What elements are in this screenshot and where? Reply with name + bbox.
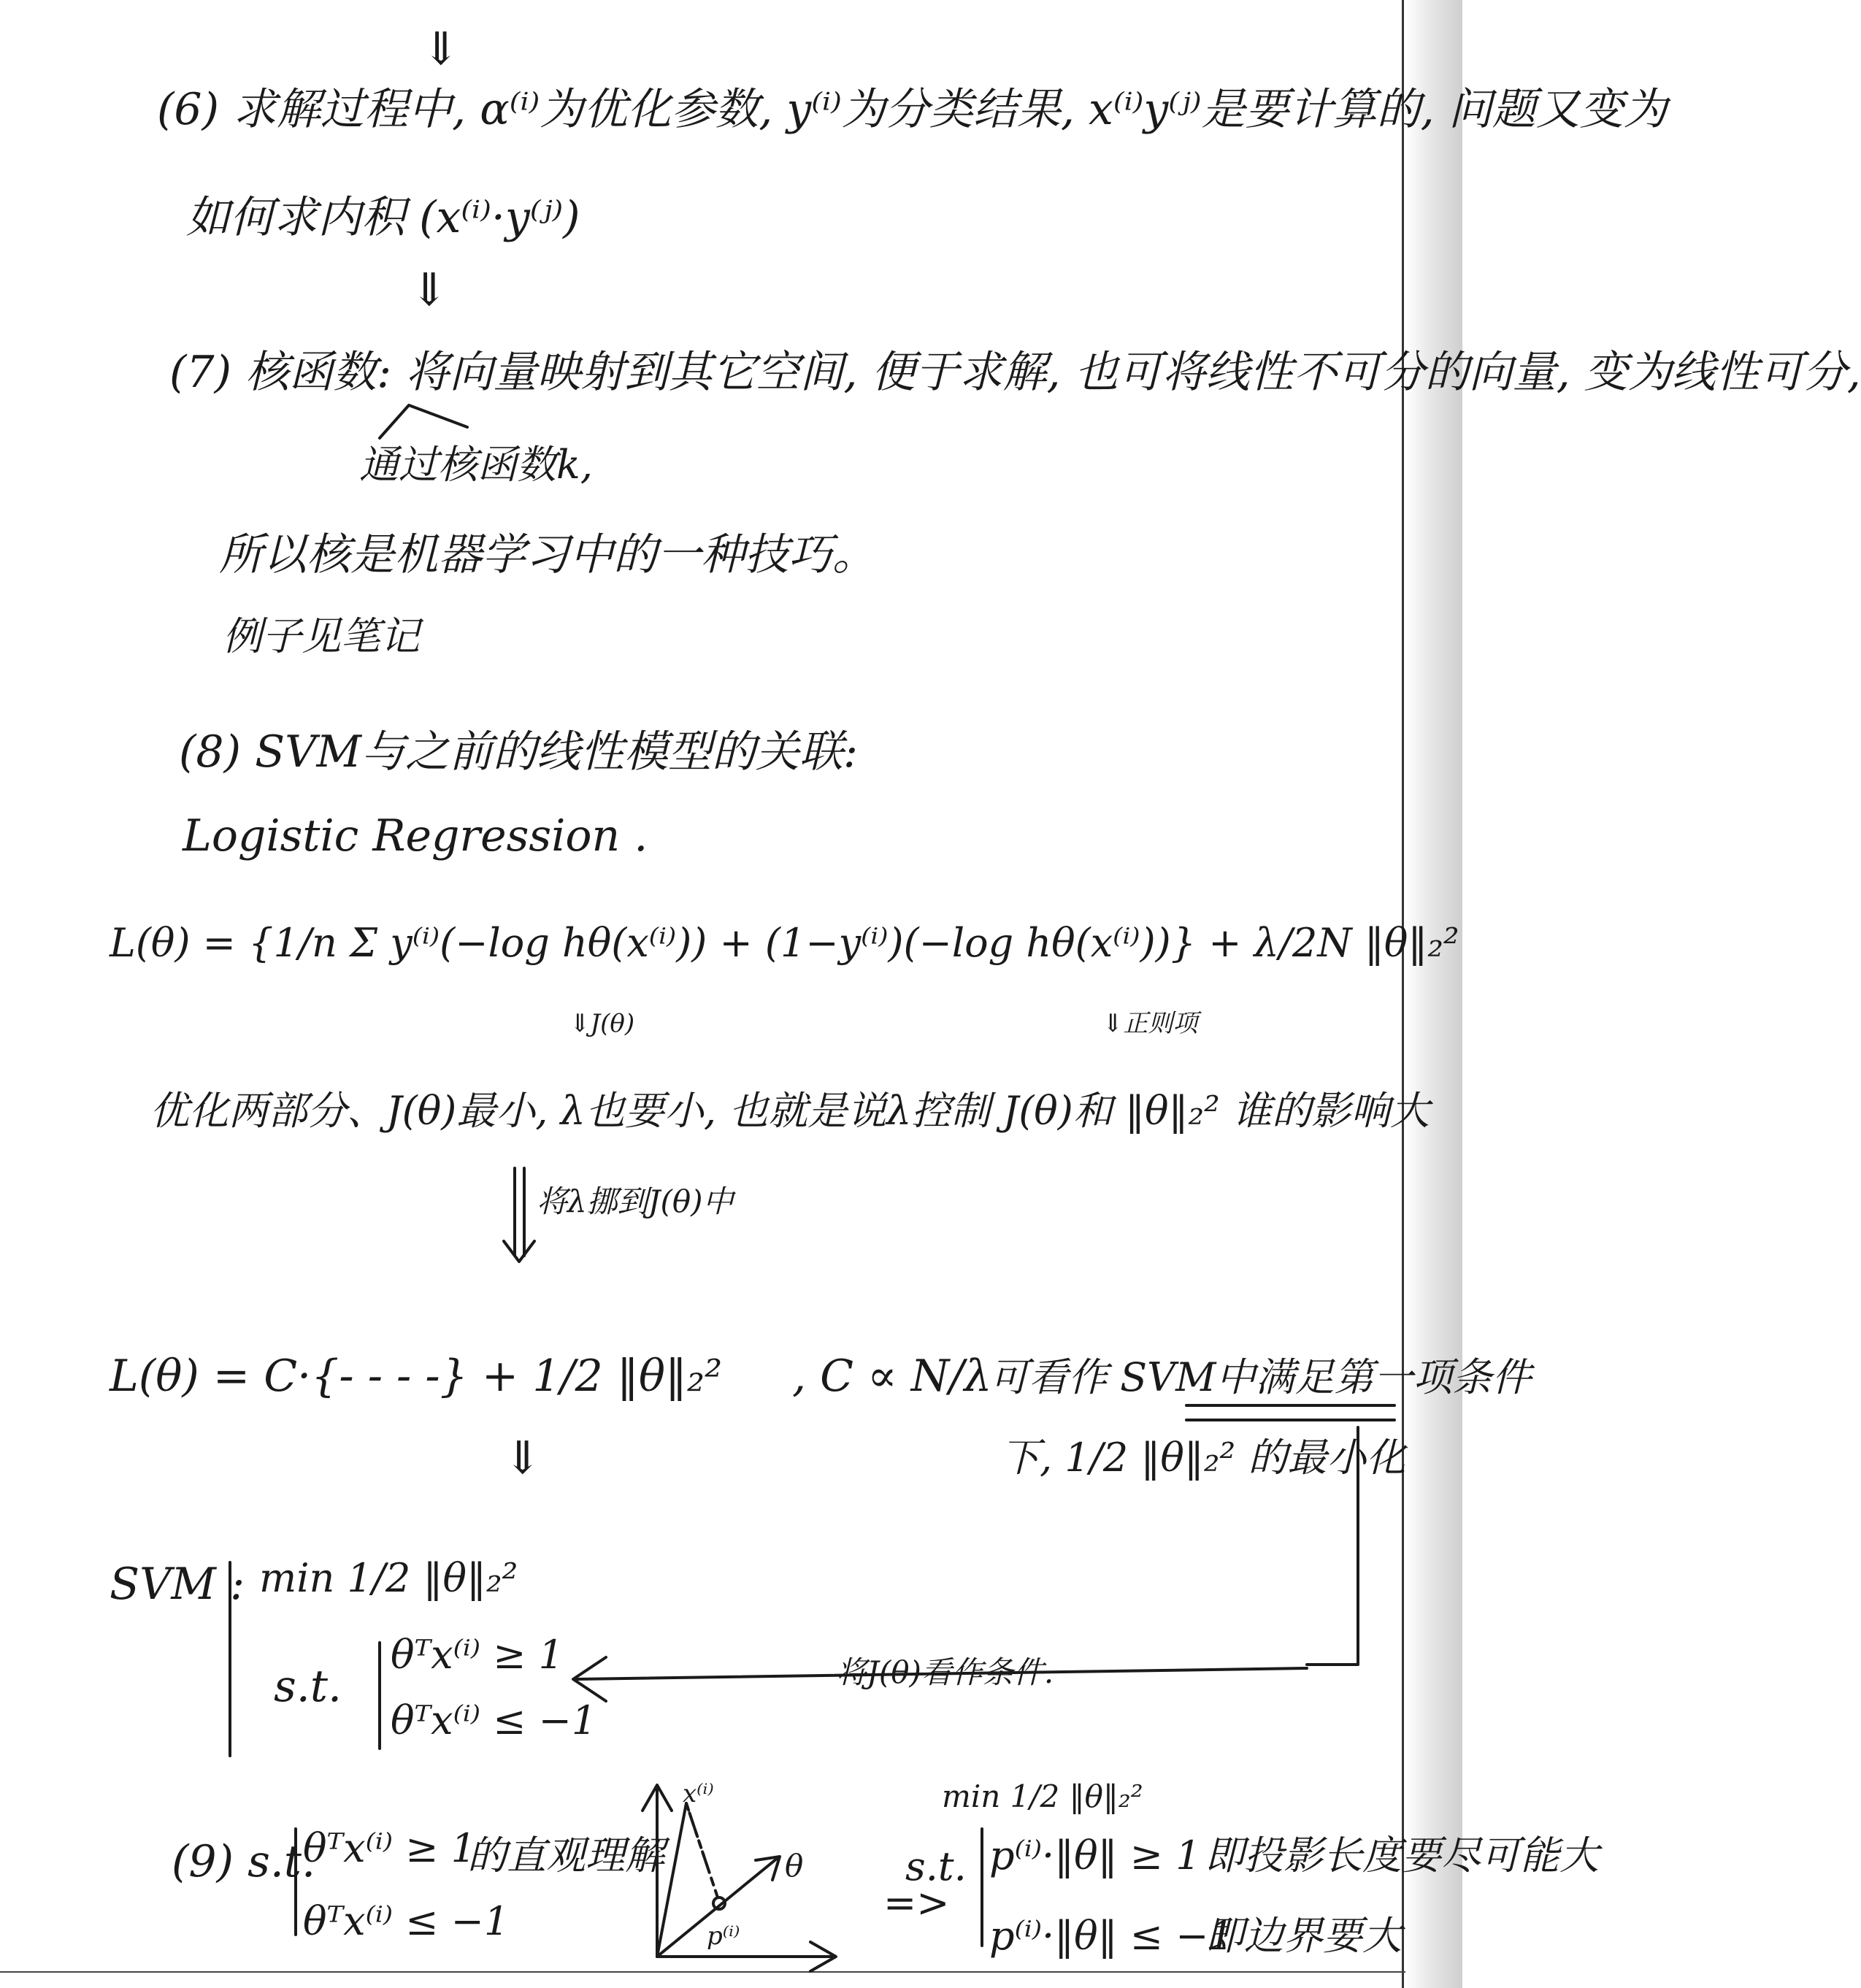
section-7-line-1: (7) 核函数: 将向量映射到其它空间, 便于求解, 也可将线性不可分的向量, 变为线性可分, xyxy=(169,347,1861,398)
label-regularization: ⇓正则项 xyxy=(1102,1009,1198,1038)
vector-x-label: x⁽ⁱ⁾ xyxy=(683,1779,714,1808)
vector-theta xyxy=(657,1857,780,1957)
section-9-st-2: s.t. xyxy=(905,1843,967,1889)
section-9-note-2: 即边界要大 xyxy=(1205,1913,1402,1959)
section-6-line-2: 如何求内积 (x⁽ⁱ⁾·y⁽ʲ⁾) xyxy=(186,192,580,243)
connector-line xyxy=(1307,1427,1358,1665)
down-arrow-icon: ⇓ xyxy=(504,1431,542,1484)
vector-x xyxy=(657,1803,686,1957)
section-9-constraint-2: θᵀx⁽ⁱ⁾ ≤ −1 xyxy=(303,1898,510,1944)
vector-theta-label: θ xyxy=(785,1848,804,1884)
move-lambda-note: 将λ挪到J(θ)中 xyxy=(537,1183,734,1219)
long-down-arrow xyxy=(504,1168,534,1262)
projection-p-label: p⁽ⁱ⁾ xyxy=(707,1922,740,1951)
section-9-intuition: 的直观理解 xyxy=(467,1832,664,1878)
axis-y xyxy=(642,1785,672,1957)
section-7-line-2: 通过核函数k, xyxy=(359,442,593,488)
svm-objective: min 1/2 ‖θ‖₂² xyxy=(259,1555,518,1601)
section-8-line-2: Logistic Regression . xyxy=(183,810,648,861)
svm-note-line-1: 可看作 SVM中满足第一项条件 xyxy=(989,1354,1532,1400)
section-6-line-1: (6) 求解过程中, α⁽ⁱ⁾为优化参数, y⁽ⁱ⁾为分类结果, x⁽ⁱ⁾y⁽ʲ⁾是要计算的, 问题又变为 xyxy=(157,84,1668,135)
section-9-result-2: p⁽ⁱ⁾·‖θ‖ ≤ −1 xyxy=(989,1913,1234,1959)
j-theta-as-condition-note: 将J(θ)看作条件. xyxy=(836,1654,1054,1690)
caret-mark xyxy=(380,405,467,438)
loss-function-svm-form: L(θ) = C·{- - - -} + 1/2 ‖θ‖₂² xyxy=(110,1351,723,1402)
loss-function-logistic: L(θ) = {1/n Σ y⁽ⁱ⁾(−log hθ(x⁽ⁱ⁾)) + (1−y⁽ⁱ⁾)(−log hθ(x⁽ⁱ⁾))} + λ/2N ‖θ‖₂² xyxy=(110,920,1459,966)
section-9-objective: min 1/2 ‖θ‖₂² xyxy=(942,1778,1143,1814)
section-9-note-1: 即投影长度要尽可能大 xyxy=(1205,1832,1599,1878)
c-proportional: , C ∝ N/λ xyxy=(792,1351,992,1402)
svm-label: SVM : xyxy=(110,1559,245,1610)
svm-note-line-2: 下, 1/2 ‖θ‖₂² 的最小化 xyxy=(1000,1435,1406,1481)
svm-constraint-2: θᵀx⁽ⁱ⁾ ≤ −1 xyxy=(391,1697,597,1743)
label-j-theta: ⇓J(θ) xyxy=(569,1009,635,1038)
down-arrow-icon: ⇓ xyxy=(410,263,448,316)
section-9-constraint-1: θᵀx⁽ⁱ⁾ ≥ 1 xyxy=(303,1825,476,1871)
section-7-line-3: 所以核是机器学习中的一种技巧。 xyxy=(219,529,876,580)
return-arrow xyxy=(573,1654,1307,1701)
down-arrow-icon: ⇓ xyxy=(422,22,460,75)
optimize-two-parts-text: 优化两部分、J(θ)最小, λ也要小, 也就是说λ控制 J(θ)和 ‖θ‖₂² 谁的影响大 xyxy=(150,1088,1430,1134)
section-7-line-4: 例子见笔记 xyxy=(223,613,420,659)
axis-x xyxy=(657,1942,836,1971)
underline-double xyxy=(1186,1405,1394,1420)
implies-arrow: => xyxy=(883,1880,950,1926)
svm-constraint-1: θᵀx⁽ⁱ⁾ ≥ 1 xyxy=(391,1632,564,1678)
svm-st: s.t. xyxy=(274,1661,342,1712)
section-9-result-1: p⁽ⁱ⁾·‖θ‖ ≥ 1 xyxy=(989,1832,1201,1878)
section-8-line-1: (8) SVM与之前的线性模型的关联: xyxy=(179,726,859,778)
section-9-st: (9) s.t. xyxy=(172,1836,316,1887)
